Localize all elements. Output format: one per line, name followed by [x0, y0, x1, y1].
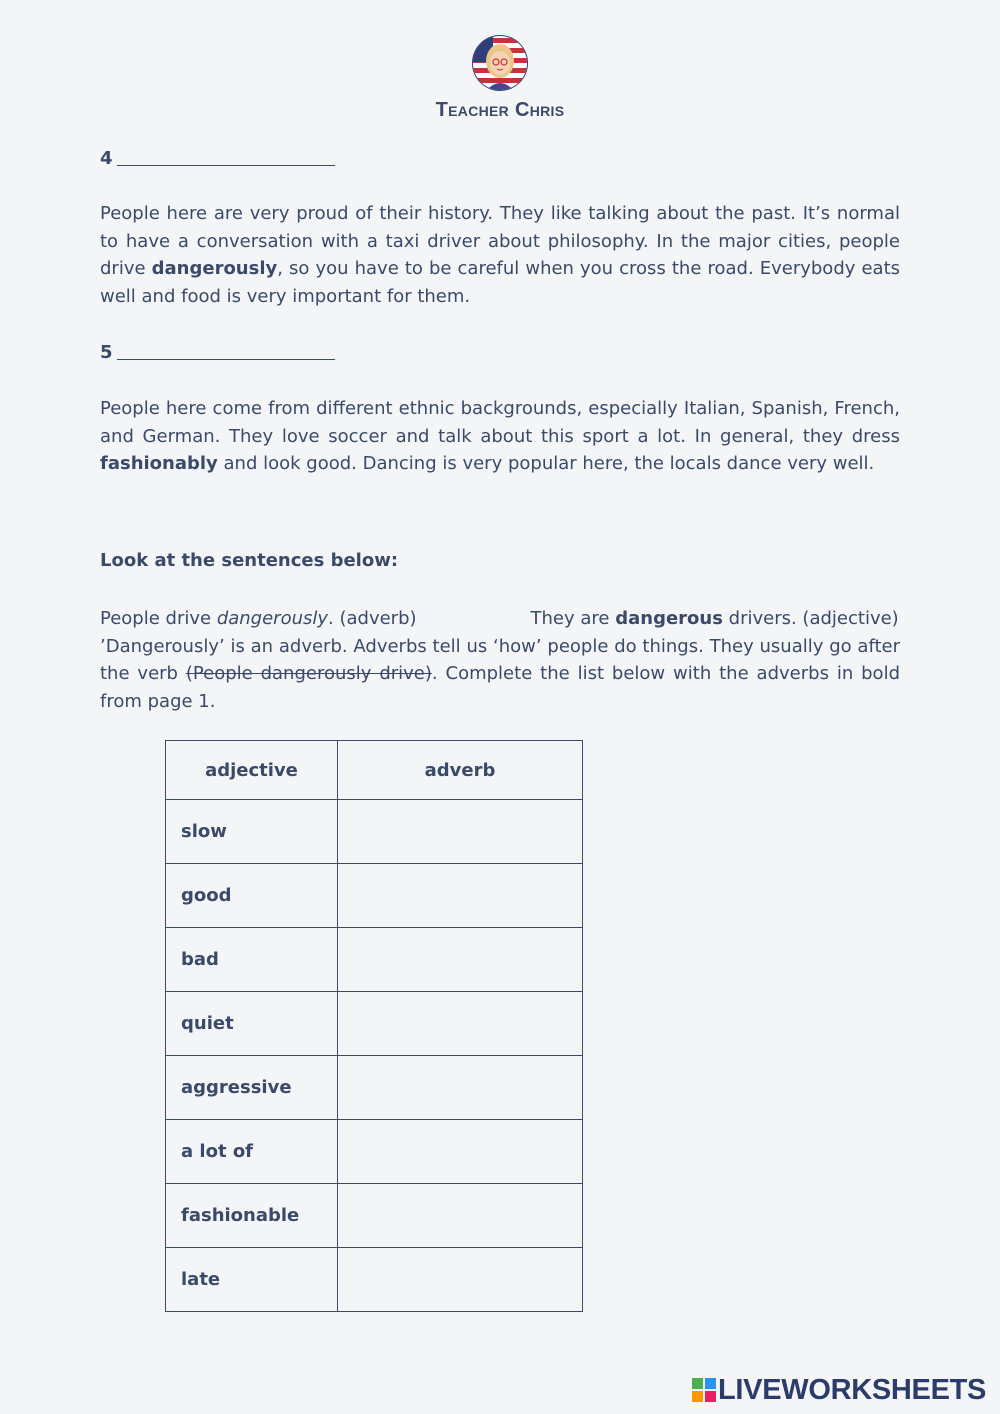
- table-row: [166, 928, 583, 992]
- table-row: [166, 1248, 583, 1312]
- item-5-label: [100, 342, 335, 363]
- header-adjective: adjective: [166, 741, 338, 800]
- table-row: [166, 1056, 583, 1120]
- example-adverb: People drive dangerously. (adverb): [100, 608, 417, 629]
- header-adverb: adverb: [338, 741, 583, 800]
- adjective-adverb-table: [165, 740, 583, 1312]
- item-4-answer-line[interactable]: [117, 151, 335, 166]
- table-row: [166, 800, 583, 864]
- adjective-cell: bad: [166, 928, 338, 992]
- adverb-answer-cell[interactable]: [338, 928, 583, 992]
- table-row: [166, 864, 583, 928]
- table-row: [166, 1120, 583, 1184]
- adverb-answer-cell[interactable]: [338, 864, 583, 928]
- struck-example: (People dangerously drive): [185, 663, 432, 685]
- keyword-fashionably: fashionably: [100, 453, 218, 475]
- adverb-answer-cell[interactable]: [338, 1184, 583, 1248]
- adverb-answer-cell[interactable]: [338, 1248, 583, 1312]
- item-4-number: 4: [100, 148, 113, 169]
- adverb-answer-cell[interactable]: [338, 1120, 583, 1184]
- keyword-dangerously: dangerously: [151, 258, 278, 280]
- instructions-heading: Look at the sentences below:: [100, 550, 399, 571]
- item-4-label: [100, 148, 335, 169]
- liveworksheets-wordmark: LIVEWORKSHEETS: [718, 1374, 987, 1406]
- adjective-cell: aggressive: [166, 1056, 338, 1120]
- liveworksheets-logo[interactable]: [692, 1374, 986, 1406]
- adverb-answer-cell[interactable]: [338, 800, 583, 864]
- item-5-number: 5: [100, 342, 113, 363]
- brand-title: Teacher Chris: [435, 99, 565, 121]
- item-5-paragraph: People here come from different ethnic backgrounds, especially Italian, Spanish, French, and German. They love soccer and talk about this sport a lot. In general, they dress fashionably and look good. Dancing is very popular here, the locals dance very well.: [100, 398, 900, 475]
- table-row: [166, 1184, 583, 1248]
- item-5-answer-line[interactable]: [117, 345, 335, 360]
- adjective-cell: fashionable: [166, 1184, 338, 1248]
- teacher-avatar-icon: [471, 34, 529, 92]
- table-header-row: [166, 741, 583, 800]
- item-4-paragraph: People here are very proud of their history. They like talking about the past. It’s normal to have a conversation with a taxi driver about philosophy. In the major cities, people drive dangerously, so you have to be careful when you cross the road. Everybody eats well and food is very important for them.: [100, 203, 901, 308]
- adverb-answer-cell[interactable]: [338, 992, 583, 1056]
- example-adjective: They are dangerous drivers. (adjective): [530, 608, 899, 629]
- adjective-cell: quiet: [166, 992, 338, 1056]
- adjective-cell: late: [166, 1248, 338, 1312]
- adjective-cell: good: [166, 864, 338, 928]
- instructions-paragraph: People drive dangerously. (adverb) They are dangerous drivers. (adjective) ’Dangerously’ is an adverb. Adverbs tell us ‘how’ people do things. They usually go after the verb (People dangerously drive). Complete the list below with the adverbs in bold from page 1.: [100, 608, 900, 713]
- adverb-answer-cell[interactable]: [338, 1056, 583, 1120]
- teacher-chris-logo: [0, 34, 1000, 96]
- adjective-cell: a lot of: [166, 1120, 338, 1184]
- adjective-cell: slow: [166, 800, 338, 864]
- table-row: [166, 992, 583, 1056]
- liveworksheets-icon: [692, 1378, 716, 1402]
